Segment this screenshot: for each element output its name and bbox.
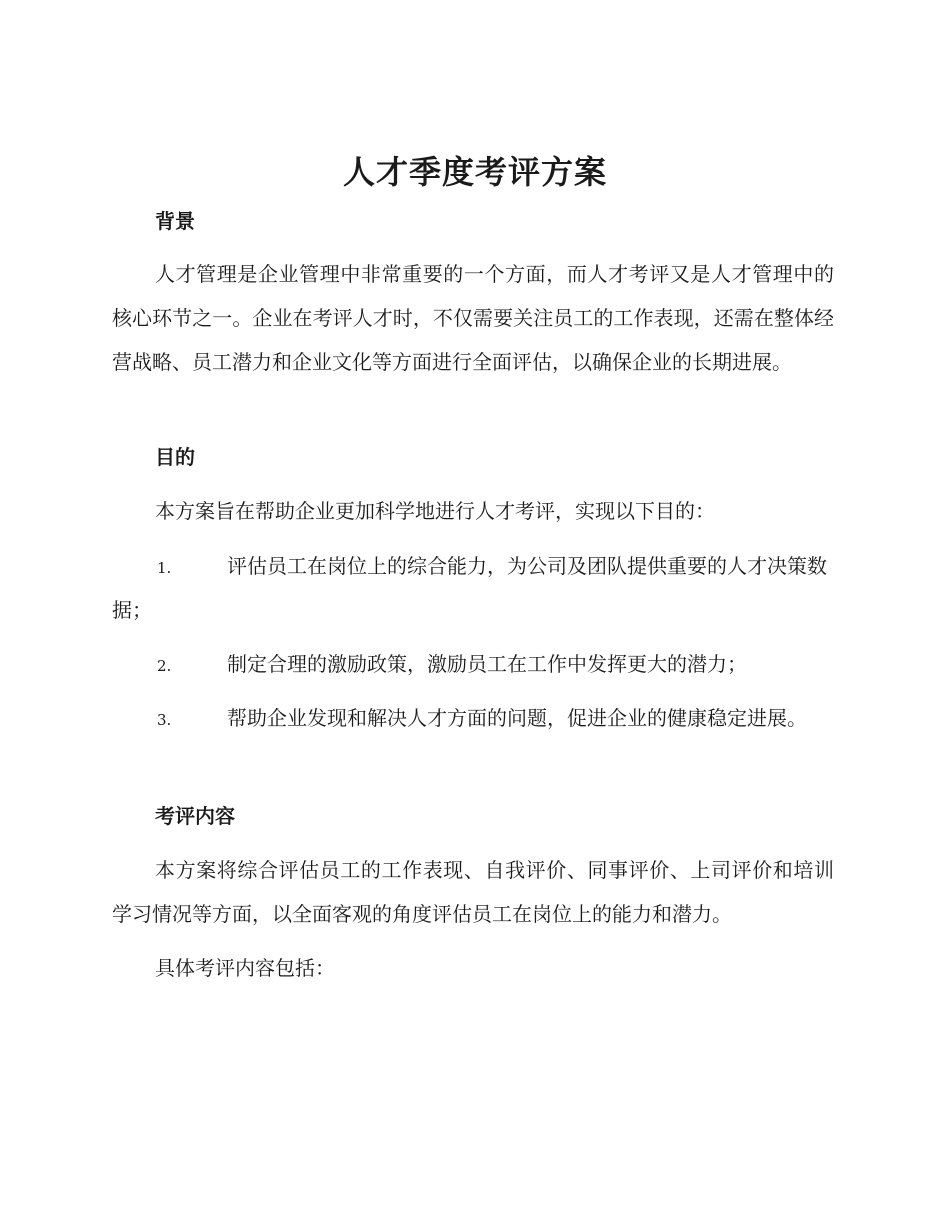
section-heading-purpose: 目的 <box>155 445 195 469</box>
section-heading-background: 背景 <box>155 209 195 233</box>
purpose-list-item-3 <box>112 697 834 741</box>
document-title: 人才季度考评方案 <box>342 153 607 191</box>
list-number: 1. <box>157 559 172 577</box>
content-paragraph: 本方案将综合评估员工的工作表现、自我评价、同事评价、上司评价和培训学习情况等方面，以全面客观的角度评估员工在岗位上的能力和潜力。 <box>112 858 834 926</box>
list-text: 制定合理的激励政策，激励员工在工作中发挥更大的潜力； <box>227 652 747 676</box>
list-text: 评估员工在岗位上的综合能力，为公司及团队提供重要的人才决策数据； <box>112 554 827 622</box>
list-number: 2. <box>157 657 172 675</box>
purpose-intro: 本方案旨在帮助企业更加科学地进行人才考评，实现以下目的： <box>155 499 715 523</box>
content-intro: 具体考评内容包括： <box>155 956 335 980</box>
section-heading-content: 考评内容 <box>155 804 235 828</box>
background-paragraph: 人才管理是企业管理中非常重要的一个方面，而人才考评又是人才管理中的核心环节之一。企业在考评人才时，不仅需要关注员工的工作表现，还需在整体经营战略、员工潜力和企业文化等方面进行全面评估，以确保企业的长期进展。 <box>112 262 834 374</box>
purpose-list-item-1 <box>112 545 834 631</box>
purpose-list-item-2 <box>112 643 834 687</box>
list-number: 3. <box>157 711 172 729</box>
list-text: 帮助企业发现和解决人才方面的问题，促进企业的健康稳定进展。 <box>227 706 807 730</box>
